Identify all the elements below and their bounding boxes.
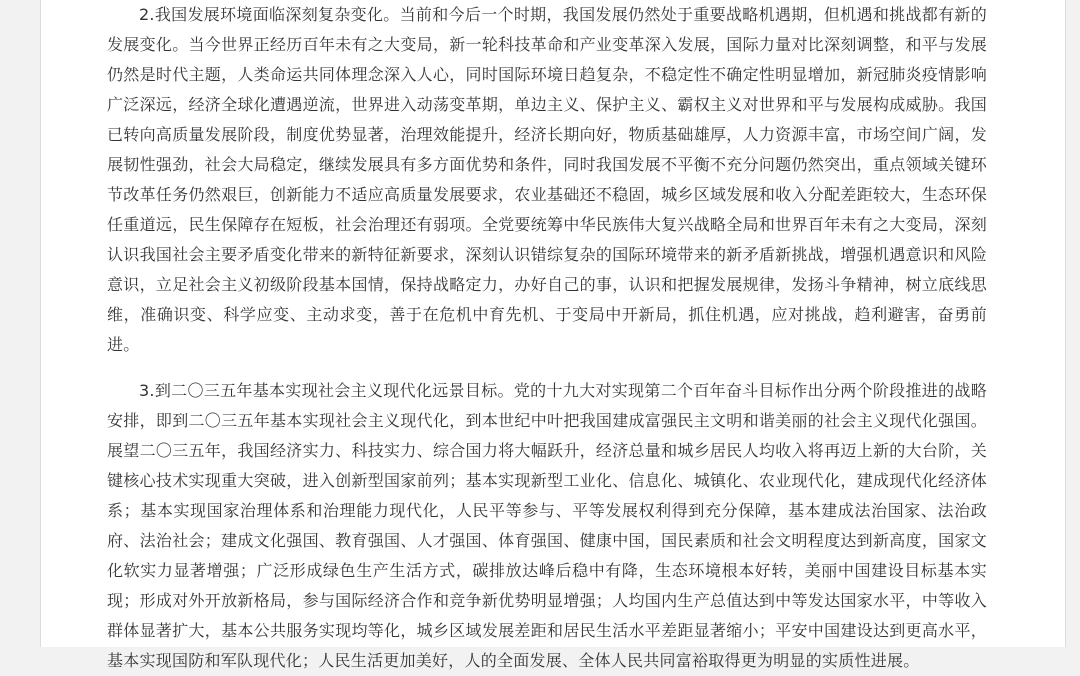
paragraph-development-environment: 2.我国发展环境面临深刻复杂变化。当前和今后一个时期，我国发展仍然处于重要战略机遇期，但机遇和挑战都有新的发展变化。当今世界正经历百年未有之大变局，新一轮科技革命和产业变革深入发展，国际力量对比深刻调整，和平与发展仍然是时代主题，人类命运共同体理念深入人心，同时国际环境日趋复杂，不稳定性不确定性明显增加，新冠肺炎疫情影响广泛深远，经济全球化遭遇逆流，世界进入动荡变革期，单边主义、保护主义、霸权主义对世界和平与发展构成威胁。我国已转向高质量发展阶段，制度优势显著，治理效能提升，经济长期向好，物质基础雄厚，人力资源丰富，市场空间广阔，发展韧性强劲，社会大局稳定，继续发展具有多方面优势和条件，同时我国发展不平衡不充分问题仍然突出，重点领域关键环节改革任务仍然艰巨，创新能力不适应高质量发展要求，农业基础还不稳固，城乡区域发展和收入分配差距较大，生态环保任重道远，民生保障存在短板，社会治理还有弱项。全党要统筹中华民族伟大复兴战略全局和世界百年未有之大变局，深刻认识我国社会主要矛盾变化带来的新特征新要求，深刻认识错综复杂的国际环境带来的新矛盾新挑战，增强机遇意识和风险意识，立足社会主义初级阶段基本国情，保持战略定力，办好自己的事，认识和把握发展规律，发扬斗争精神，树立底线思维，准确识变、科学应变、主动求变，善于在危机中育先机、于变局中开新局，抓住机遇，应对挑战，趋利避害，奋勇前进。 [107,5,987,354]
paragraph-2035-goals: 3.到二〇三五年基本实现社会主义现代化远景目标。党的十九大对实现第二个百年奋斗目标作出分两个阶段推进的战略安排，即到二〇三五年基本实现社会主义现代化，到本世纪中叶把我国建成富强民主文明和谐美丽的社会主义现代化强国。展望二〇三五年，我国经济实力、科技实力、综合国力将大幅跃升，经济总量和城乡居民人均收入将再迈上新的大台阶，关键核心技术实现重大突破，进入创新型国家前列；基本实现新型工业化、信息化、城镇化、农业现代化，建成现代化经济体系；基本实现国家治理体系和治理能力现代化，人民平等参与、平等发展权利得到充分保障，基本建成法治国家、法治政府、法治社会；建成文化强国、教育强国、人才强国、体育强国、健康中国，国民素质和社会文明程度达到新高度，国家文化软实力显著增强；广泛形成绿色生产生活方式，碳排放达峰后稳中有降，生态环境根本好转，美丽中国建设目标基本实现；形成对外开放新格局，参与国际经济合作和竞争新优势明显增强；人均国内生产总值达到中等发达国家水平，中等收入群体显著扩大，基本公共服务实现均等化，城乡区域发展差距和居民生活水平差距显著缩小；平安中国建设达到更高水平，基本实现国防和军队现代化；人民生活更加美好，人的全面发展、全体人民共同富裕取得更为明显的实质性进展。 [107,381,987,670]
article-body [107,0,987,676]
article-page [40,0,1066,670]
